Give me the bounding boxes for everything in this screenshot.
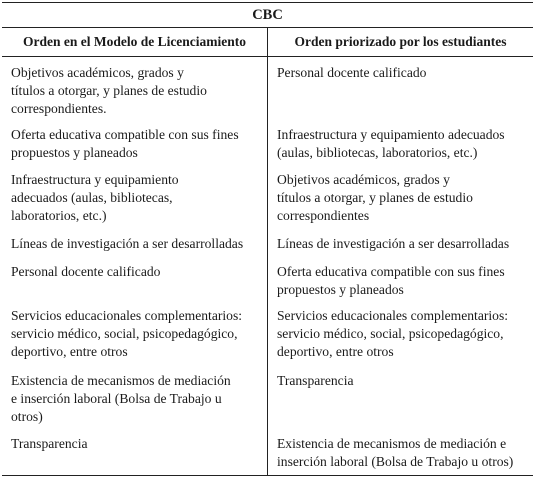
table-cell: Personal docente calificado	[277, 65, 427, 80]
licensing-model-column	[2, 57, 268, 475]
table-cell: Existencia de mecanismos de mediación e inserción laboral (Bolsa de Trabajo u otros)	[277, 436, 514, 469]
table-caption: CBC	[2, 3, 533, 28]
table-cell: Infraestructura y equipamiento adecuados (aulas, bibliotecas, laboratorios, etc.)	[11, 172, 179, 223]
table-cell: Objetivos académicos, grados y títulos a otorgar, y planes de estudio correspondientes	[277, 172, 473, 223]
table-cell: Oferta educativa compatible con sus fines propuestos y planeados	[277, 264, 505, 297]
table-cell: Transparencia	[277, 373, 354, 388]
header-student-priority-order: Orden priorizado por los estudiantes	[294, 34, 507, 49]
table-cell: Objetivos académicos, grados y títulos a otorgar, y planes de estudio correspondientes.	[11, 65, 207, 116]
table-cell: Líneas de investigación a ser desarrolladas	[277, 236, 510, 251]
table-cell: Existencia de mecanismos de mediación e inserción laboral (Bolsa de Trabajo u otros)	[11, 373, 231, 424]
student-priority-column	[268, 57, 533, 475]
table-cell: Líneas de investigación a ser desarrolladas	[11, 236, 244, 251]
table-cell: Infraestructura y equipamiento adecuados (aulas, bibliotecas, laboratorios, etc.)	[277, 127, 505, 160]
header-licensing-model-order: Orden en el Modelo de Licenciamiento	[2, 28, 268, 56]
table-body	[2, 57, 533, 475]
table-cell: Servicios educacionales complementarios: servicio médico, social, psicopedagógico, deportivo, entre otros	[277, 308, 509, 359]
table-cell: Transparencia	[11, 436, 88, 451]
table-cell: Oferta educativa compatible con sus fines propuestos y planeados	[11, 127, 239, 160]
table-header-row	[2, 28, 533, 57]
comparison-table	[2, 2, 533, 476]
table-cell: Servicios educacionales complementarios: servicio médico, social, psicopedagógico, deportivo, entre otros	[11, 308, 243, 359]
table-cell: Personal docente calificado	[11, 264, 161, 279]
